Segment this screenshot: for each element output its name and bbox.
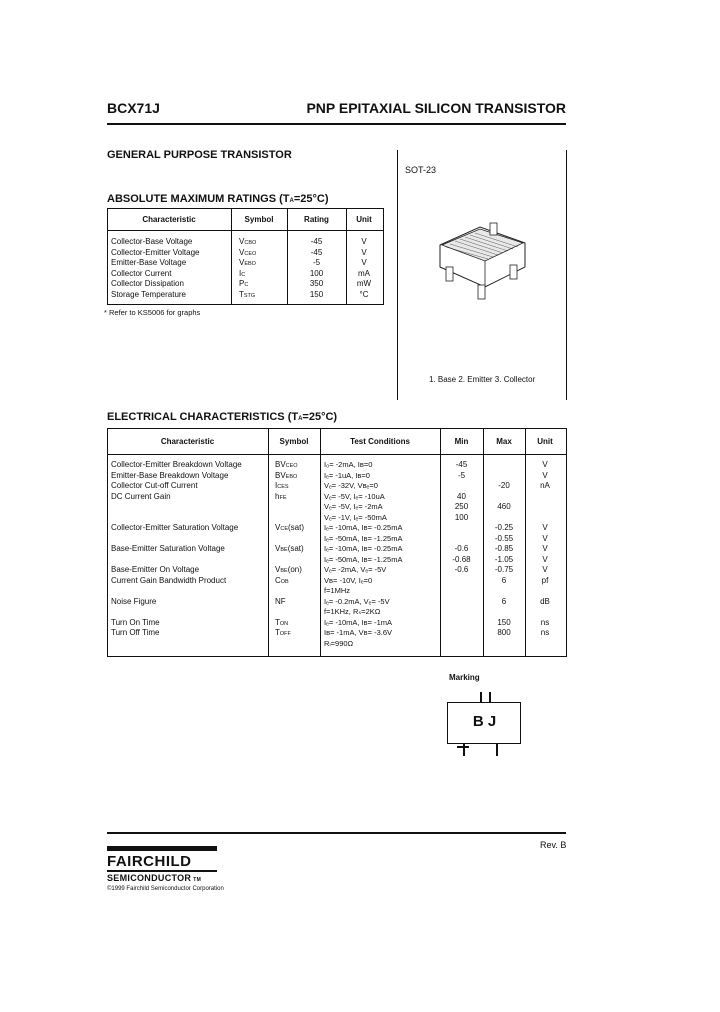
elec-heading-sub: A	[298, 416, 303, 422]
abs-max-characteristic: Emitter-Base Voltage	[111, 258, 187, 267]
symbol-subscript: ON	[279, 620, 289, 627]
elec-max: -20	[498, 481, 510, 490]
elec-test-condition: Vₑ= -5V, Iₑ= -10uA	[324, 491, 385, 501]
abs-max-header-rule	[107, 230, 383, 231]
elec-characteristic: Turn On Time	[111, 617, 160, 627]
elec-min: -0.68	[452, 554, 471, 564]
abs-max-heading-sub: A	[289, 198, 294, 204]
elec-test-condition: f=1KHz, Rₛ=2KΩ	[324, 607, 381, 616]
elec-test-condition: Iₑ= -0.2mA, Vₑ= -5V	[324, 596, 390, 606]
abs-max-rating: 150	[309, 289, 324, 299]
part-number: BCX71J	[107, 100, 160, 116]
elec-max: -0.75	[494, 565, 514, 574]
fairchild-logo: FAIRCHILD	[107, 853, 192, 870]
abs-max-heading	[107, 193, 329, 205]
symbol-suffix: (on)	[287, 565, 302, 574]
document-title: PNP EPITAXIAL SILICON TRANSISTOR	[306, 100, 566, 116]
abs-max-heading-text: ABSOLUTE MAXIMUM RATINGS (T	[107, 193, 290, 205]
package-panel-border-right	[566, 150, 567, 400]
elec-symbol	[275, 481, 289, 490]
elec-characteristic: Turn Off Time	[111, 628, 160, 637]
abs-max-symbol	[239, 248, 256, 257]
elec-test-condition: Iʙ= -1mA, Vʙ= -3.6V	[324, 628, 392, 637]
general-purpose-heading: GENERAL PURPOSE TRANSISTOR	[107, 149, 292, 161]
elec-characteristic: Collector-Emitter Breakdown Voltage	[111, 460, 242, 469]
elec-unit: nA	[540, 481, 550, 490]
symbol-subscript: EBO	[285, 473, 298, 480]
elec-unit: ns	[540, 628, 550, 637]
elec-symbol	[275, 471, 297, 480]
elec-min: 250	[454, 502, 469, 511]
elec-heading-tail: =25°C)	[302, 411, 338, 423]
elec-max: 460	[497, 502, 511, 511]
elec-header-characteristic: Characteristic	[160, 437, 215, 446]
abs-max-header-rating: Rating	[304, 215, 329, 224]
elec-test-condition: Iₑ= -10mA, Iʙ= -1mA	[324, 617, 393, 627]
elec-min: -0.6	[454, 544, 469, 553]
symbol-text: T	[275, 617, 280, 627]
abs-max-note: * Refer to KS5006 for graphs	[104, 308, 201, 317]
elec-heading-text: ELECTRICAL CHARACTERISTICS (T	[107, 411, 299, 423]
symbol-subscript: CEO	[285, 463, 298, 469]
elec-unit: ns	[540, 617, 550, 627]
elec-symbol	[275, 460, 298, 469]
elec-test-condition: Iₑ= -50mA, Iʙ= -1.25mA	[324, 554, 403, 564]
symbol-text: V	[275, 565, 281, 574]
elec-unit: V	[542, 470, 548, 480]
elec-min: 40	[457, 491, 466, 501]
elec-header-min: Min	[454, 437, 469, 446]
abs-max-unit: mA	[358, 268, 370, 278]
elec-symbol	[275, 492, 286, 501]
elec-max: -0.85	[494, 544, 514, 553]
marking-label: Marking	[449, 673, 480, 682]
elec-max: -0.25	[494, 523, 514, 532]
elec-characteristic: Emitter-Base Breakdown Voltage	[111, 470, 229, 480]
elec-test-condition: Iₑ= -50mA, Iʙ= -1.25mA	[324, 533, 403, 543]
symbol-text: T	[239, 289, 244, 299]
abs-max-unit: mW	[356, 279, 372, 288]
symbol-subscript: OB	[280, 578, 289, 585]
marking-pin-bottom-left-bar	[457, 746, 469, 748]
sot23-package-icon	[430, 215, 540, 315]
abs-max-unit: V	[361, 258, 367, 267]
abs-max-characteristic: Collector-Emitter Voltage	[111, 247, 200, 257]
elec-unit: V	[542, 544, 548, 553]
elec-symbol	[275, 523, 304, 532]
abs-max-characteristic: Collector Current	[111, 268, 172, 278]
abs-max-rating: -45	[310, 237, 323, 246]
elec-characteristic: DC Current Gain	[111, 491, 171, 501]
header-rule	[107, 123, 566, 125]
elec-unit: V	[542, 533, 548, 543]
elec-unit: V	[542, 523, 548, 532]
elec-test-condition: Vₑ= -1V, Iₑ= -50mA	[324, 512, 387, 522]
symbol-text: V	[275, 523, 281, 532]
logo-bar-top	[107, 846, 217, 851]
trademark: TM	[193, 877, 202, 883]
abs-max-symbol	[239, 258, 256, 267]
symbol-text: V	[239, 258, 245, 267]
elec-header-max: Max	[496, 437, 512, 446]
elec-col-divider	[268, 428, 269, 657]
symbol-text: V	[239, 237, 245, 246]
package-name: SOT-23	[405, 165, 437, 175]
symbol-text: BV	[275, 460, 286, 469]
elec-max: 800	[497, 628, 511, 637]
abs-max-characteristic: Storage Temperature	[111, 289, 187, 299]
elec-unit: V	[542, 554, 548, 564]
elec-min: -45	[455, 460, 468, 469]
elec-unit: dB	[540, 596, 550, 606]
symbol-subscript: CES	[277, 484, 289, 490]
symbol-subscript: C	[244, 282, 249, 288]
package-pinout: 1. Base 2. Emitter 3. Collector	[429, 375, 536, 384]
symbol-text: P	[239, 279, 245, 288]
footer-rule	[107, 832, 566, 834]
abs-max-unit: °C	[359, 289, 369, 299]
elec-header-conditions: Test Conditions	[350, 437, 410, 446]
elec-max: 6	[501, 575, 507, 585]
package-panel-border	[397, 150, 398, 400]
marking-pin-bottom-right	[496, 744, 498, 756]
elec-max: -0.55	[494, 533, 514, 543]
symbol-text: V	[275, 544, 281, 553]
symbol-subscript: CEO	[244, 250, 257, 257]
elec-symbol	[275, 618, 288, 627]
elec-test-condition: Rₗ=990Ω	[324, 638, 354, 648]
symbol-text: I	[275, 481, 278, 490]
symbol-subscript: CE	[280, 526, 288, 532]
abs-max-symbol	[239, 269, 245, 278]
symbol-text: T	[275, 628, 280, 637]
symbol-subscript: C	[241, 271, 246, 278]
abs-max-header-unit: Unit	[356, 215, 372, 224]
elec-test-condition: Vₑ= -5V, Iₑ= -2mA	[324, 502, 383, 511]
symbol-subscript: EBO	[244, 261, 256, 267]
abs-max-unit: V	[361, 247, 367, 257]
elec-test-condition: Vₑ= -2mA, Vₑ= -5V	[324, 565, 387, 574]
symbol-suffix: (sat)	[287, 544, 304, 553]
elec-unit: V	[542, 565, 548, 574]
symbol-subscript: OFF	[279, 631, 291, 637]
revision: Rev. B	[540, 840, 567, 850]
abs-max-rating: -5	[312, 258, 321, 267]
symbol-subscript: CBO	[244, 240, 257, 246]
elec-unit: pf	[541, 575, 549, 585]
elec-test-condition: Vₑ= -32V, Vʙₑ=0	[324, 481, 378, 490]
symbol-text: NF	[275, 596, 286, 606]
abs-max-heading-tail: =25°C)	[293, 193, 329, 205]
abs-max-symbol	[239, 290, 255, 299]
abs-max-rating: 350	[309, 279, 324, 288]
symbol-subscript: STG	[243, 292, 256, 299]
elec-test-condition: Iₑ= -1uA, Iʙ=0	[324, 470, 370, 480]
symbol-subscript: BE	[280, 547, 288, 553]
elec-header-unit: Unit	[537, 437, 553, 446]
elec-test-condition: Iₑ= -10mA, Iʙ= -0.25mA	[324, 544, 403, 553]
abs-max-rating: 100	[309, 268, 324, 278]
elec-characteristic: Base-Emitter On Voltage	[111, 565, 200, 574]
elec-max: -1.05	[494, 554, 514, 564]
copyright: ©1999 Fairchild Semiconductor Corporation	[107, 886, 224, 892]
logo-bar-bottom	[107, 870, 217, 872]
symbol-text: BV	[275, 470, 286, 480]
abs-max-characteristic: Collector Dissipation	[111, 279, 184, 288]
elec-max: 150	[497, 617, 511, 627]
elec-characteristic: Collector Cut-off Current	[111, 481, 198, 490]
symbol-text: C	[275, 575, 281, 585]
elec-symbol	[275, 628, 291, 637]
abs-max-symbol	[239, 237, 256, 246]
elec-symbol	[275, 544, 304, 553]
elec-header-symbol: Symbol	[279, 437, 309, 446]
elec-characteristic: Current Gain Bandwidth Product	[111, 575, 227, 585]
elec-characteristic: Noise Figure	[111, 596, 157, 606]
elec-test-condition: I₀= -2mA, Iʙ=0	[324, 460, 373, 469]
marking-pin-top-right	[489, 692, 491, 702]
elec-characteristic: Collector-Emitter Saturation Voltage	[111, 523, 239, 532]
elec-test-condition: Iₑ= -10mA, Iʙ= -0.25mA	[324, 523, 403, 532]
semiconductor-text: SEMICONDUCTOR	[107, 873, 192, 883]
elec-min: -0.6	[454, 565, 469, 574]
symbol-text: V	[239, 247, 245, 257]
abs-max-symbol	[239, 279, 248, 288]
abs-max-characteristic: Collector-Base Voltage	[111, 237, 193, 246]
abs-max-header-symbol: Symbol	[244, 215, 274, 224]
symbol-suffix: (sat)	[287, 523, 304, 532]
elec-min: 100	[454, 512, 469, 522]
elec-unit: V	[542, 460, 548, 469]
symbol-text: I	[239, 268, 242, 278]
semiconductor-wordmark	[107, 873, 201, 883]
symbol-text: h	[275, 491, 280, 501]
marking-pin-top	[480, 692, 482, 702]
symbol-subscript: FE	[279, 494, 287, 501]
abs-max-unit: V	[361, 237, 367, 246]
elec-min: -5	[457, 470, 466, 480]
elec-characteristic: Base-Emitter Saturation Voltage	[111, 544, 225, 553]
elec-test-condition: Vʙ= -10V, Iₑ=0	[324, 575, 373, 585]
elec-heading	[107, 411, 337, 423]
elec-max: 6	[501, 596, 507, 606]
abs-max-header-characteristic: Characteristic	[142, 215, 196, 224]
elec-test-condition: f=1MHz	[324, 586, 351, 595]
elec-symbol	[275, 597, 286, 606]
symbol-subscript: BE	[280, 568, 288, 574]
abs-max-rating: -45	[310, 247, 323, 257]
elec-symbol	[275, 576, 289, 585]
marking-code: B J	[472, 713, 497, 730]
elec-col-divider	[320, 428, 321, 657]
elec-symbol	[275, 565, 302, 574]
elec-header-rule	[107, 454, 566, 455]
